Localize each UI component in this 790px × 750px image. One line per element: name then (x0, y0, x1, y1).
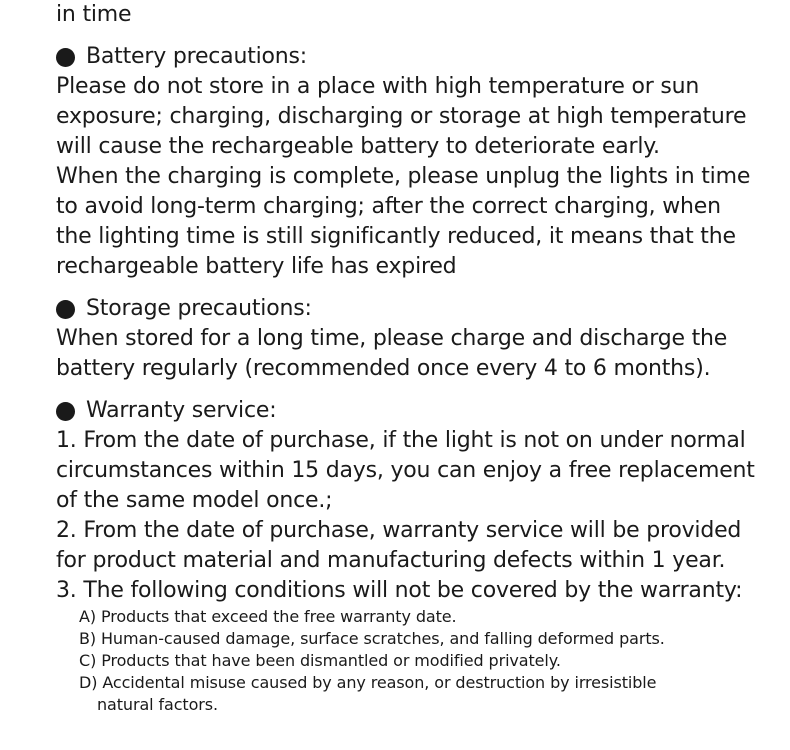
storage-section (56, 294, 776, 384)
battery-line: the lighting time is still significantly reduced, it means that the (56, 224, 736, 249)
battery-line: When the charging is complete, please unplug the lights in time (56, 164, 751, 189)
battery-line: exposure; charging, discharging or storage at high temperature (56, 104, 747, 129)
warranty-section (56, 396, 776, 716)
battery-heading (56, 42, 776, 72)
bullet-icon (56, 402, 75, 421)
battery-heading-text: Battery precautions: (86, 44, 308, 69)
storage-line: When stored for a long time, please charge and discharge the (56, 326, 728, 351)
warranty-line: of the same model once.; (56, 488, 333, 513)
battery-line: to avoid long-term charging; after the correct charging, when (56, 194, 721, 219)
warranty-line: 3. The following conditions will not be covered by the warranty: (56, 578, 743, 603)
exclusion-item: B) Human-caused damage, surface scratches, and falling deformed parts. (79, 629, 665, 648)
battery-line: will cause the rechargeable battery to deteriorate early. (56, 134, 660, 159)
warranty-line: 2. From the date of purchase, warranty service will be provided (56, 518, 742, 543)
bullet-icon (56, 300, 75, 319)
exclusion-item: D) Accidental misuse caused by any reason, or destruction by irresistible (79, 673, 657, 692)
storage-line: battery regularly (recommended once every 4 to 6 months). (56, 356, 711, 381)
storage-heading (56, 294, 776, 324)
exclusion-list (56, 606, 776, 716)
warranty-heading-text: Warranty service: (86, 398, 277, 423)
warranty-line: circumstances within 15 days, you can enjoy a free replacement (56, 458, 755, 483)
battery-section (56, 42, 776, 282)
exclusion-item: A) Products that exceed the free warranty date. (79, 607, 457, 626)
battery-line: rechargeable battery life has expired (56, 254, 457, 279)
exclusion-item: C) Products that have been dismantled or modified privately. (79, 651, 561, 670)
exclusion-item-continuation: natural factors. (97, 695, 218, 714)
battery-line: Please do not store in a place with high temperature or sun (56, 74, 700, 99)
storage-heading-text: Storage precautions: (86, 296, 312, 321)
warranty-heading (56, 396, 776, 426)
bullet-icon (56, 48, 75, 67)
intro-section (56, 0, 776, 30)
warranty-line: for product material and manufacturing defects within 1 year. (56, 548, 726, 573)
intro-line: in time (56, 2, 132, 27)
manual-page (56, 0, 776, 716)
warranty-line: 1. From the date of purchase, if the light is not on under normal (56, 428, 746, 453)
